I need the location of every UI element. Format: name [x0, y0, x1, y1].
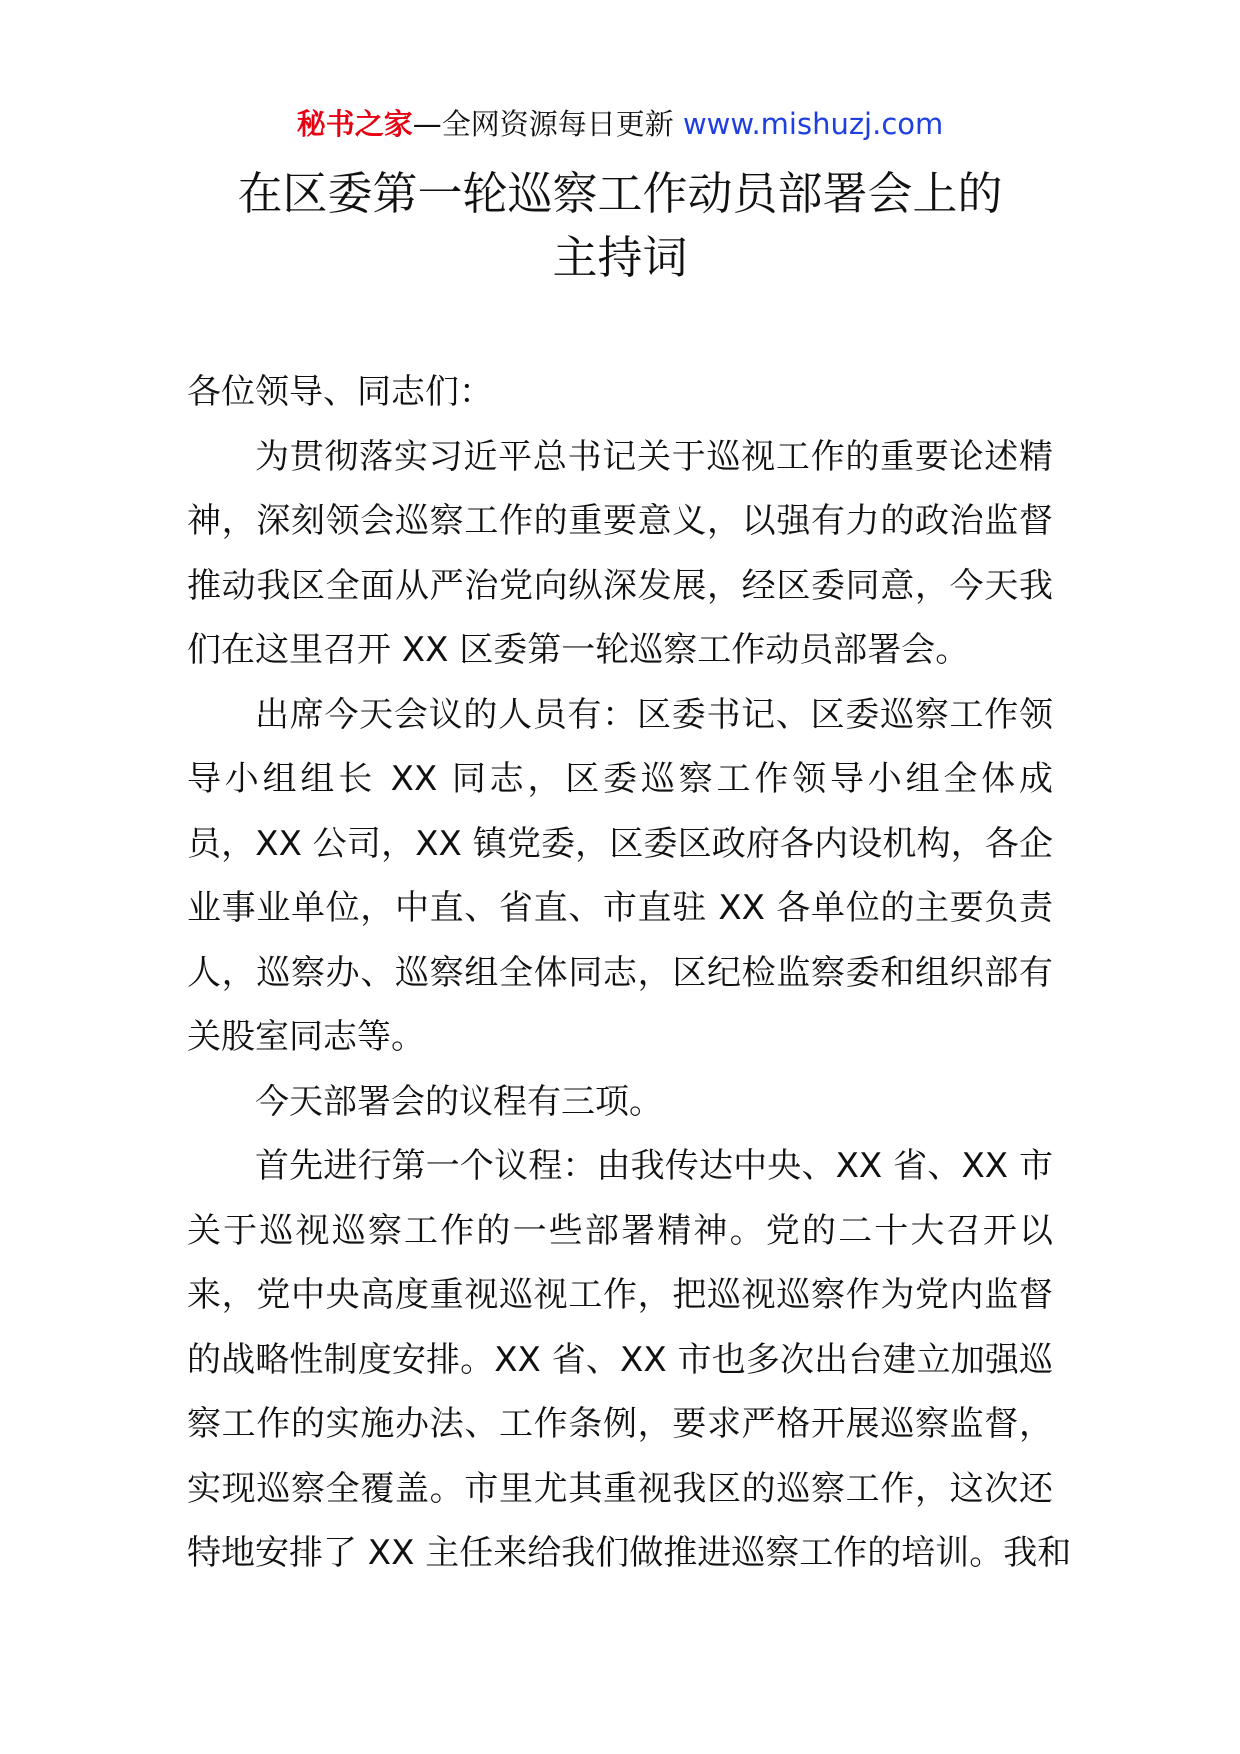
paragraph-line: 员，XX 公司，XX 镇党委，区委区政府各内设机构，各企 — [187, 823, 1053, 864]
paragraph-line: 业事业单位，中直、省直、市直驻 XX 各单位的主要负责 — [187, 888, 1053, 928]
paragraph-line: 出席今天会议的人员有：区委书记、区委巡察工作领 — [255, 694, 1053, 735]
paragraph-line: 神，深刻领会巡察工作的重要意义，以强有力的政治监督 — [187, 501, 1053, 541]
site-header — [0, 104, 1240, 144]
paragraph-line: 为贯彻落实习近平总书记关于巡视工作的重要论述精 — [255, 436, 1053, 477]
brand-name: 秘书之家 — [296, 107, 413, 141]
paragraph-line: 察工作的实施办法、工作条例，要求严格开展巡察监督， — [187, 1404, 1053, 1444]
paragraph-line: 的战略性制度安排。XX 省、XX 市也多次出台建立加强巡 — [187, 1339, 1053, 1380]
title-line-1: 在区委第一轮巡察工作动员部署会上的 — [237, 167, 1003, 220]
document-title — [0, 162, 1240, 290]
paragraph-line: 人，巡察办、巡察组全体同志，区纪检监察委和组织部有 — [187, 952, 1053, 993]
paragraph-line: 关于巡视巡察工作的一些部署精神。党的二十大召开以 — [187, 1210, 1053, 1251]
paragraph-line: 导小组组长 XX 同志，区委巡察工作领导小组全体成 — [187, 759, 1053, 799]
salutation: 各位领导、同志们： — [187, 372, 493, 412]
paragraph-line: 来，党中央高度重视巡视工作，把巡视巡察作为党内监督 — [187, 1275, 1053, 1315]
paragraph-line: 推动我区全面从严治党向纵深发展，经区委同意，今天我 — [187, 565, 1053, 606]
site-url-link[interactable]: www.mishuzj.com — [682, 107, 944, 141]
paragraph-line: 今天部署会的议程有三项。 — [255, 1081, 663, 1122]
paragraph-line: 首先进行第一个议程：由我传达中央、XX 省、XX 市 — [255, 1146, 1053, 1186]
paragraph-line: 们在这里召开 XX 区委第一轮巡察工作动员部署会。 — [187, 630, 970, 670]
paragraph-line: 关股室同志等。 — [187, 1017, 425, 1057]
paragraph-line: 特地安排了 XX 主任来给我们做推进巡察工作的培训。我和 — [187, 1533, 1072, 1573]
title-line-2: 主持词 — [552, 231, 688, 284]
document-body — [187, 360, 1072, 1586]
paragraph-line: 实现巡察全覆盖。市里尤其重视我区的巡察工作，这次还 — [187, 1468, 1053, 1509]
header-slogan: —全网资源每日更新 — [412, 107, 674, 141]
